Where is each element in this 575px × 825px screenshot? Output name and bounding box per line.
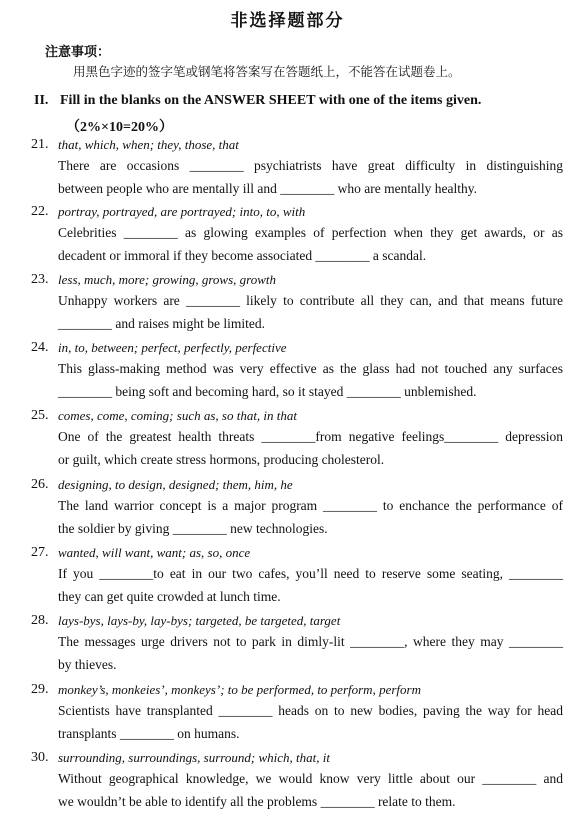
question-number: 24. xyxy=(31,340,49,355)
question-sentence-line: transplants ________ on humans. xyxy=(58,726,240,741)
question-options: that, which, when; they, those, that xyxy=(58,137,239,152)
question-number: 30. xyxy=(31,750,49,765)
question-number: 23. xyxy=(31,272,49,287)
question-sentence-line: Without geographical knowledge, we would know very little about our ________ and xyxy=(58,771,563,786)
question-options: comes, come, coming; such as, so that, in that xyxy=(58,408,298,423)
question-sentence-line: they can get quite crowded at lunch time. xyxy=(58,589,281,604)
notice-text: 用黑色字迹的签字笔或钢笔将答案写在答题纸上，不能答在试题卷上。 xyxy=(73,64,461,79)
section-heading xyxy=(34,93,481,109)
question-options: in, to, between; perfect, perfectly, perfective xyxy=(58,340,287,355)
question-sentence-line: The land warrior concept is a major program ________ to enchance the performance of xyxy=(58,498,563,513)
section-number: II. xyxy=(34,93,49,108)
question-sentence-line: One of the greatest health threats ________from negative feelings________ depression xyxy=(58,429,563,444)
question-options: wanted, will want, want; as, so, once xyxy=(58,545,251,560)
question-number: 22. xyxy=(31,204,49,219)
question-sentence-line: Unhappy workers are ________ likely to contribute all they can, and that means future xyxy=(58,293,563,308)
section-points: （2%×10=20%） xyxy=(66,120,173,135)
question-number: 28. xyxy=(31,613,49,628)
question-options: surrounding, surroundings, surround; which, that, it xyxy=(58,750,330,765)
question-sentence-line: we wouldn’t be able to identify all the problems ________ relate to them. xyxy=(58,794,456,809)
question-options: portray, portrayed, are portrayed; into, to, with xyxy=(58,204,306,219)
question-sentence-line: The messages urge drivers not to park in dimly-lit ________, where they may ________ xyxy=(58,634,563,649)
question-options: designing, to design, designed; them, him, he xyxy=(58,477,293,492)
question-number: 21. xyxy=(31,137,49,152)
question-sentence-line: If you ________to eat in our two cafes, you’ll need to reserve some seating, ________ xyxy=(58,566,563,581)
question-number: 25. xyxy=(31,408,49,423)
section-instruction: Fill in the blanks on the ANSWER SHEET with one of the items given. xyxy=(60,93,482,108)
question-sentence-line: by thieves. xyxy=(58,657,117,672)
question-sentence-line: decadent or immoral if they become associated ________ a scandal. xyxy=(58,248,427,263)
question-number: 29. xyxy=(31,682,49,697)
page-title: 非选择题部分 xyxy=(230,11,345,31)
question-sentence-line: There are occasions ________ psychiatrists have great difficulty in distinguishing xyxy=(58,158,563,173)
question-number: 26. xyxy=(31,477,49,492)
question-options: less, much, more; growing, grows, growth xyxy=(58,272,276,287)
question-sentence-line: between people who are mentally ill and ________ who are mentally healthy. xyxy=(58,181,477,196)
question-sentence-line: ________ and raises might be limited. xyxy=(58,316,265,331)
question-sentence-line: This glass-making method was very effective as the glass had not touched any surfaces xyxy=(58,361,563,376)
question-sentence-line: Celebrities ________ as glowing examples of perfection when they get awards, or as xyxy=(58,225,563,240)
question-options: monkey’s, monkeies’, monkeys’; to be performed, to perform, perform xyxy=(58,682,421,697)
notice-label: 注意事项： xyxy=(45,45,111,60)
question-sentence-line: ________ being soft and becoming hard, so it stayed ________ unblemished. xyxy=(58,384,477,399)
question-options: lays-bys, lays-by, lay-bys; targeted, be targeted, target xyxy=(58,613,341,628)
question-sentence-line: Scientists have transplanted ________ heads on to new bodies, paving the way for head xyxy=(58,703,563,718)
question-number: 27. xyxy=(31,545,49,560)
question-sentence-line: or guilt, which create stress hormons, producing cholesterol. xyxy=(58,452,385,467)
question-sentence-line: the soldier by giving ________ new technologies. xyxy=(58,521,328,536)
